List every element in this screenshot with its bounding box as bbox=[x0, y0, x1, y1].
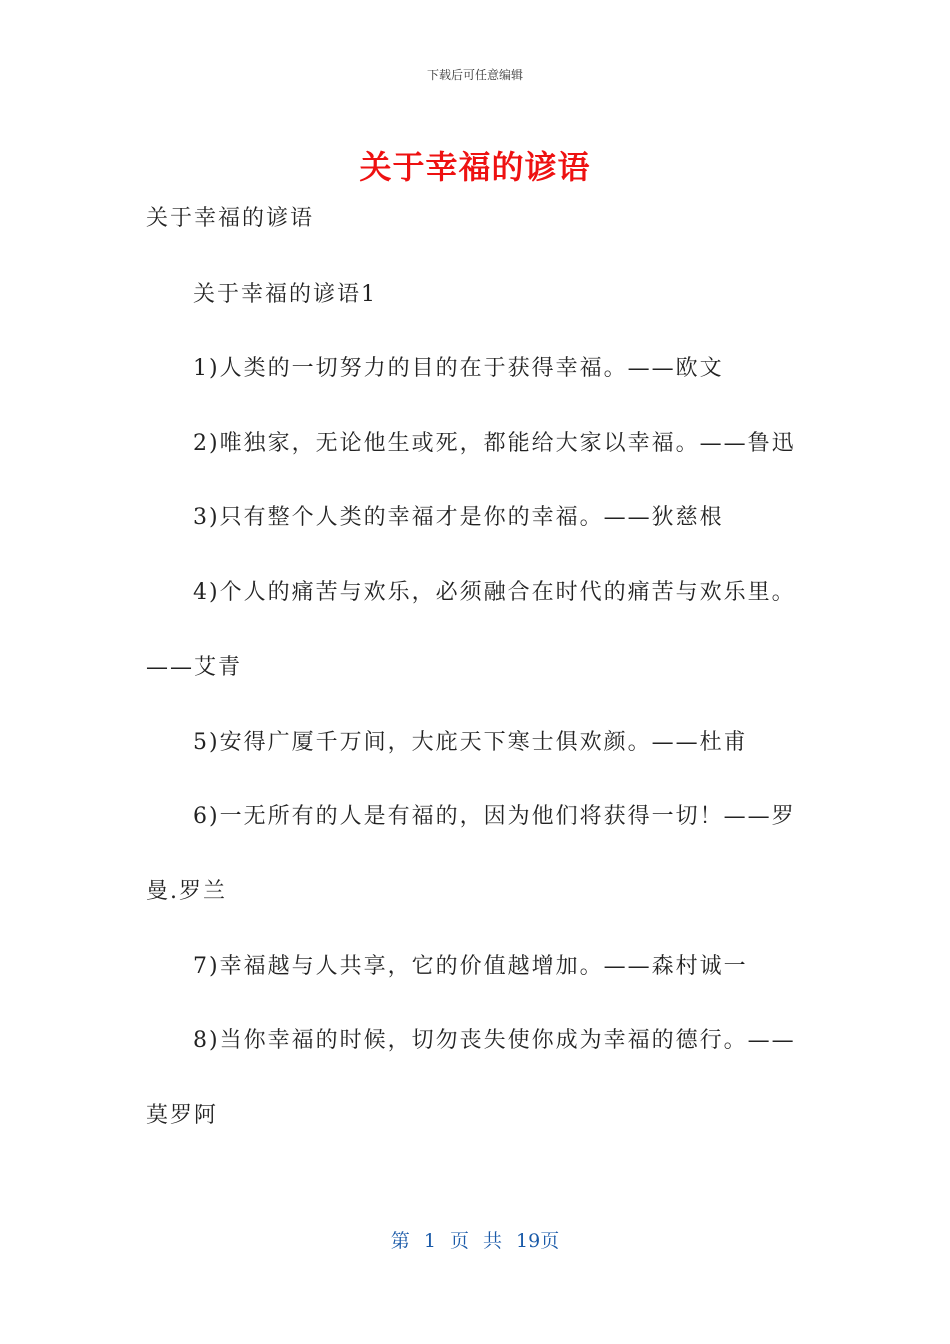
section-heading: 关于幸福的谚语1 bbox=[193, 282, 377, 307]
quote-line: 7)幸福越与人共享，它的价值越增加。——森村诚一 bbox=[193, 954, 748, 979]
quote-line: 6)一无所有的人是有福的，因为他们将获得一切！——罗 bbox=[193, 804, 796, 829]
quote-line: 4)个人的痛苦与欢乐，必须融合在时代的痛苦与欢乐里。 bbox=[193, 580, 796, 605]
quote-line: 3)只有整个人类的幸福才是你的幸福。——狄慈根 bbox=[193, 505, 724, 530]
quote-line: 5)安得广厦千万间，大庇天下寒士俱欢颜。——杜甫 bbox=[193, 730, 748, 755]
header-note: 下载后可任意编辑 bbox=[426, 68, 523, 82]
page-footer: 第 1 页 共 19页 bbox=[390, 1230, 560, 1252]
quote-line: 1)人类的一切努力的目的在于获得幸福。——欧文 bbox=[193, 356, 724, 381]
quote-line-continuation: 曼.罗兰 bbox=[146, 879, 227, 904]
body-line: 关于幸福的谚语 bbox=[146, 206, 315, 231]
quote-line-continuation: ——艾青 bbox=[146, 655, 243, 680]
document-title: 关于幸福的谚语 bbox=[359, 148, 591, 186]
quote-line: 8)当你幸福的时候，切勿丧失使你成为幸福的德行。—— bbox=[193, 1028, 796, 1053]
quote-line: 2)唯独家，无论他生或死，都能给大家以幸福。——鲁迅 bbox=[193, 431, 796, 456]
quote-line-continuation: 莫罗阿 bbox=[146, 1103, 219, 1128]
